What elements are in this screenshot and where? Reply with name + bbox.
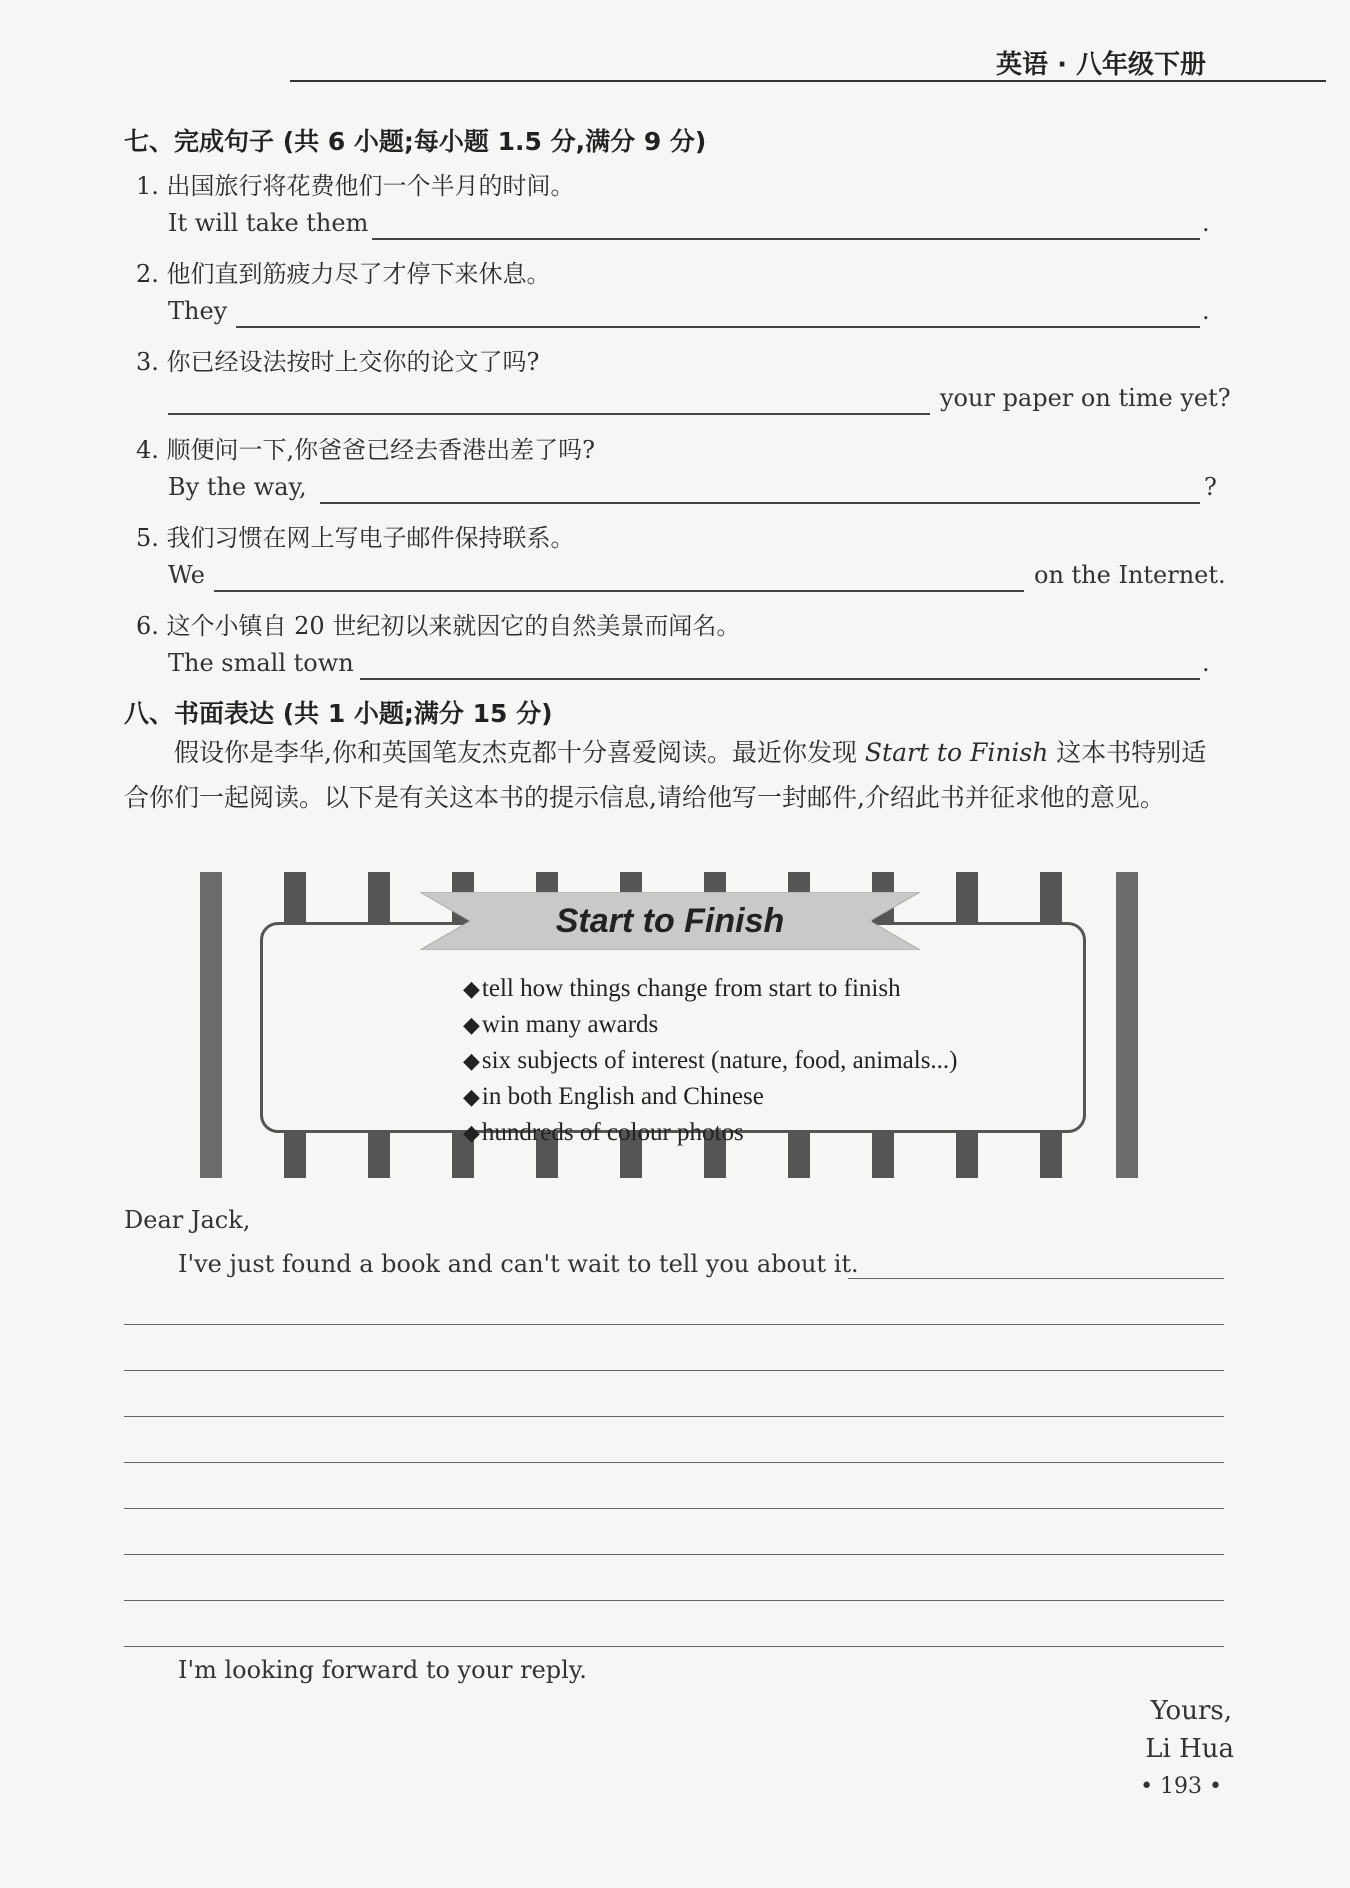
- writing-line[interactable]: [124, 1508, 1224, 1509]
- page-header-title: 英语 · 八年级下册: [996, 50, 1206, 80]
- letter-signature: Li Hua: [1145, 1734, 1234, 1764]
- frame-top-tick: [956, 872, 978, 922]
- writing-line[interactable]: [848, 1278, 1224, 1279]
- diamond-icon: ◆: [463, 1084, 480, 1109]
- book-title: Start to Finish: [555, 902, 785, 940]
- letter-closing: I'm looking forward to your reply.: [178, 1656, 587, 1684]
- q4-answer-blank[interactable]: [320, 502, 1200, 504]
- book-info-card: [260, 922, 1086, 1146]
- q6-chinese: 6. 这个小镇自 20 世纪初以来就因它的自然美景而闻名。: [136, 612, 741, 640]
- q2-prefix: They: [168, 297, 228, 325]
- q2-chinese: 2. 他们直到筋疲力尽了才停下来休息。: [136, 260, 551, 288]
- letter-greeting: Dear Jack,: [124, 1206, 251, 1234]
- q5-answer-blank[interactable]: [214, 590, 1024, 592]
- writing-line[interactable]: [124, 1324, 1224, 1325]
- frame-bottom-tick: [284, 1128, 306, 1178]
- frame-bottom-tick: [956, 1128, 978, 1178]
- q5-chinese: 5. 我们习惯在网上写电子邮件保持联系。: [136, 524, 575, 552]
- q6-suffix: .: [1202, 649, 1210, 677]
- writing-line[interactable]: [124, 1554, 1224, 1555]
- page-number: • 193 •: [1140, 1774, 1222, 1799]
- book-bullet: ◆tell how things change from start to finish: [463, 975, 901, 1002]
- book-title-banner: [420, 892, 920, 950]
- writing-line[interactable]: [124, 1646, 1224, 1647]
- q2-suffix: .: [1202, 297, 1210, 325]
- prompt-book-title: Start to Finish: [864, 738, 1049, 767]
- book-info-frame: [200, 872, 1150, 1178]
- q2-answer-blank[interactable]: [236, 326, 1200, 328]
- book-bullet: ◆six subjects of interest (nature, food, animals...): [463, 1047, 958, 1074]
- q6-prefix: The small town: [168, 649, 354, 677]
- letter-signoff: Yours,: [1150, 1696, 1232, 1726]
- q4-prefix: By the way,: [168, 473, 307, 501]
- writing-line[interactable]: [124, 1600, 1224, 1601]
- frame-right-post: [1116, 872, 1138, 1178]
- diamond-icon: ◆: [463, 1048, 480, 1073]
- section-7-heading: 七、完成句子 (共 6 小题;每小题 1.5 分,满分 9 分): [124, 127, 707, 156]
- section-8-heading: 八、书面表达 (共 1 小题;满分 15 分): [124, 699, 553, 728]
- letter-opening: I've just found a book and can't wait to tell you about it.: [178, 1250, 859, 1278]
- prompt-text-1: 假设你是李华,你和英国笔友杰克都十分喜爱阅读。最近你发现: [174, 738, 865, 767]
- q5-prefix: We: [168, 561, 205, 589]
- diamond-icon: ◆: [463, 1012, 480, 1037]
- q1-suffix: .: [1202, 209, 1210, 237]
- diamond-icon: ◆: [463, 1120, 480, 1145]
- writing-line[interactable]: [124, 1416, 1224, 1417]
- book-bullet: ◆hundreds of colour photos: [463, 1119, 744, 1146]
- q4-suffix: ?: [1204, 473, 1217, 501]
- q3-answer-blank[interactable]: [168, 413, 930, 415]
- q6-answer-blank[interactable]: [360, 678, 1200, 680]
- diamond-icon: ◆: [463, 976, 480, 1001]
- frame-bottom-tick: [368, 1128, 390, 1178]
- prompt-text-2: 这本书特别适合你们一起阅读。以下是有关这本书的提示信息,请给他写一封邮件,介绍此书并征求他的意见。: [124, 738, 1207, 812]
- q1-prefix: It will take them: [168, 209, 369, 237]
- q5-suffix: on the Internet.: [1034, 561, 1226, 589]
- header-rule: [290, 80, 1326, 82]
- frame-bottom-tick: [872, 1128, 894, 1178]
- writing-prompt: [124, 730, 1224, 820]
- q1-chinese: 1. 出国旅行将花费他们一个半月的时间。: [136, 172, 575, 200]
- frame-left-post: [200, 872, 222, 1178]
- q1-answer-blank[interactable]: [372, 238, 1200, 240]
- book-bullet: ◆in both English and Chinese: [463, 1083, 764, 1110]
- q3-chinese: 3. 你已经设法按时上交你的论文了吗?: [136, 348, 540, 376]
- book-bullet: ◆win many awards: [463, 1011, 659, 1038]
- frame-top-tick: [1040, 872, 1062, 922]
- frame-top-tick: [284, 872, 306, 922]
- frame-bottom-tick: [1040, 1128, 1062, 1178]
- q4-chinese: 4. 顺便问一下,你爸爸已经去香港出差了吗?: [136, 436, 596, 464]
- frame-top-tick: [368, 872, 390, 922]
- frame-bottom-tick: [788, 1128, 810, 1178]
- writing-line[interactable]: [124, 1462, 1224, 1463]
- q3-suffix: your paper on time yet?: [940, 384, 1231, 412]
- writing-line[interactable]: [124, 1370, 1224, 1371]
